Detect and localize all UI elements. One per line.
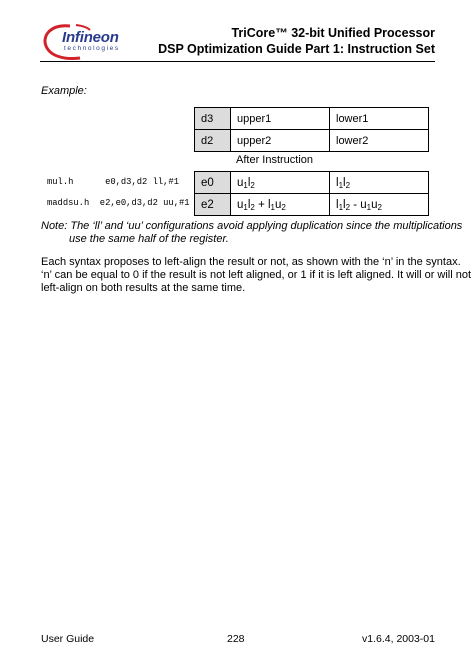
- table-row: [195, 108, 429, 130]
- upper-result-cell: $u_1l_2 + l_1u_2$: [231, 194, 330, 216]
- after-register-table: [194, 171, 429, 216]
- instruction-code-maddsu: maddsu.h e2,e0,d3,d2 uu,#1: [47, 198, 190, 208]
- table-row: [195, 130, 429, 152]
- table-row: [195, 172, 429, 194]
- body-paragraph-line: Each syntax proposes to left-align the result or not, as shown with the ‘n’ in the syntax.: [41, 256, 461, 268]
- footer-doc-name: User Guide: [41, 633, 95, 645]
- register-cell: d2: [195, 130, 231, 152]
- lower-result-cell: $l_1l_2$: [330, 172, 429, 194]
- register-cell: d3: [195, 108, 231, 130]
- header-divider: [40, 61, 435, 62]
- footer-version: v1.6.4, 2003-01: [362, 633, 435, 645]
- register-cell: e0: [195, 172, 231, 194]
- upper-cell: upper2: [231, 130, 330, 152]
- table-row: [195, 194, 429, 216]
- lower-result-cell: $l_1l_2 - u_1u_2$: [330, 194, 429, 216]
- lower-cell: lower1: [330, 108, 429, 130]
- header-title-line2: DSP Optimization Guide Part 1: Instruction Set: [158, 42, 435, 56]
- note-line-1: Note: The ‘ll’ and ‘uu’ configurations avoid applying duplication since the multiplications: [41, 220, 463, 232]
- body-paragraph-line: ‘n’ can be equal to 0 if the result is not left aligned, or 1 if it is left aligned. It will or will not: [41, 269, 472, 281]
- upper-cell: upper1: [231, 108, 330, 130]
- body-paragraph-line: left-align on both results at the same time.: [41, 282, 246, 294]
- header-title-line1: TriCore™ 32-bit Unified Processor: [231, 26, 435, 40]
- register-cell: e2: [195, 194, 231, 216]
- lower-cell: lower2: [330, 130, 429, 152]
- note-line-2: use the same half of the register.: [69, 233, 229, 245]
- before-register-table: [194, 107, 429, 152]
- example-label: Example:: [41, 85, 87, 97]
- logo-wordmark: Infineon: [62, 29, 119, 46]
- upper-result-cell: $u_1l_2$: [231, 172, 330, 194]
- instruction-code-mul: mul.h e0,d3,d2 ll,#1: [47, 177, 179, 187]
- footer-page-number: 228: [227, 633, 245, 645]
- logo-subtitle: technologies: [64, 45, 120, 52]
- after-instruction-label: After Instruction: [236, 154, 314, 166]
